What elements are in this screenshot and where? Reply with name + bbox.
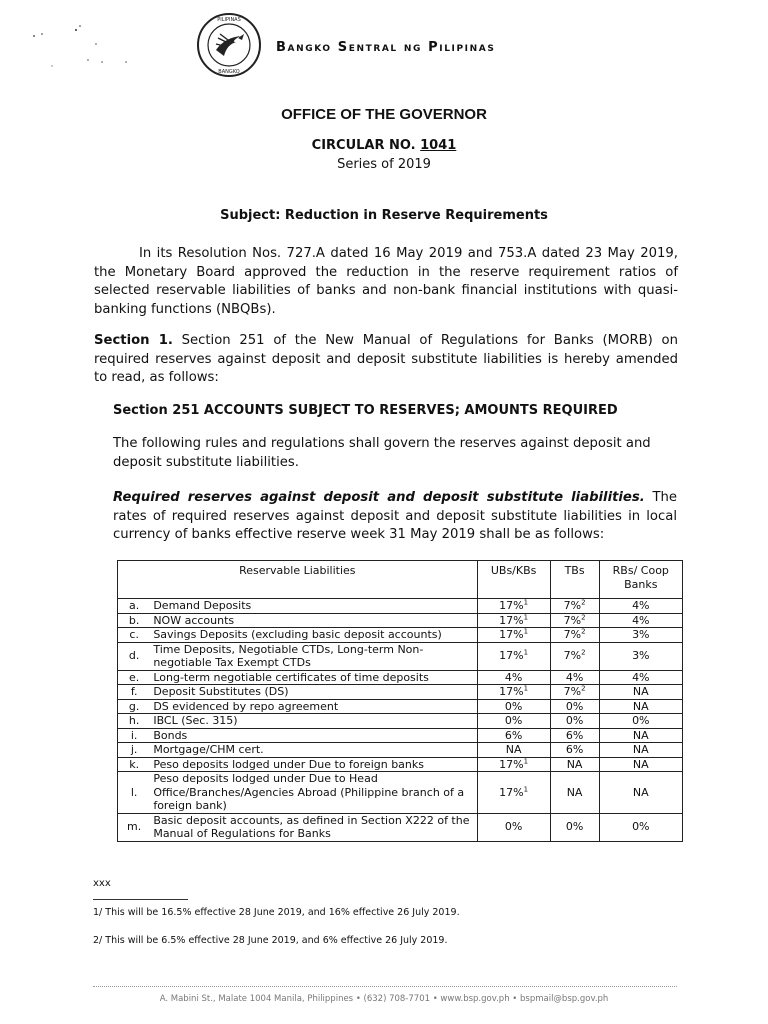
table-row bbox=[118, 813, 683, 841]
row-letter-cell bbox=[118, 813, 151, 841]
header-ub: UBs/KBs bbox=[477, 561, 550, 599]
row-rb-value-cell bbox=[599, 699, 682, 714]
row-ub-value-cell bbox=[477, 772, 550, 814]
row-tb-value-cell bbox=[550, 772, 599, 814]
row-tb-value-cell bbox=[550, 613, 599, 628]
row-letter-cell bbox=[118, 757, 151, 772]
row-tb-value: 6% bbox=[565, 728, 584, 742]
row-rb-value: 3% bbox=[632, 628, 650, 641]
row-tb-value: 6% bbox=[565, 743, 584, 756]
footnote-1: 1/ This will be 16.5% effective 28 June 2019, and 16% effective 26 July 2019. bbox=[93, 907, 460, 918]
row-ub-value: 17% bbox=[499, 757, 524, 771]
required-reserves-lead: Required reserves against deposit and deposit substitute liabilities. bbox=[113, 490, 645, 505]
row-rb-value-cell bbox=[599, 772, 682, 814]
table-row bbox=[118, 642, 683, 670]
row-rb-value-cell bbox=[599, 685, 682, 700]
row-letter-cell bbox=[118, 670, 151, 685]
table-row bbox=[118, 757, 683, 772]
row-letter: k. bbox=[129, 757, 140, 771]
row-rb-value: NA bbox=[632, 743, 649, 756]
row-description: IBCL (Sec. 315) bbox=[153, 714, 238, 727]
row-rb-value: 3% bbox=[632, 649, 650, 663]
row-letter: a. bbox=[129, 599, 140, 612]
row-tb-value-cell bbox=[550, 599, 599, 614]
row-rb-value: NA bbox=[632, 685, 649, 698]
row-description: Basic deposit accounts, as defined in Section X222 of the Manual of Regulations for Banks bbox=[153, 813, 470, 840]
row-description-cell bbox=[150, 628, 477, 643]
table-body bbox=[118, 599, 683, 842]
circular-label: CIRCULAR NO. bbox=[311, 138, 416, 153]
bsp-seal-logo bbox=[196, 12, 262, 78]
rules-paragraph: The following rules and regulations shall govern the reserves against deposit and deposit substitute liabilities. bbox=[113, 436, 651, 470]
row-ub-value-cell bbox=[477, 714, 550, 729]
section1-paragraph bbox=[94, 332, 678, 388]
row-ub-value: 17% bbox=[499, 649, 524, 663]
row-letter-cell bbox=[118, 728, 151, 743]
footnote-rule bbox=[93, 899, 188, 900]
row-ub-value: 17% bbox=[499, 613, 524, 627]
row-ub-value: 17% bbox=[499, 685, 524, 698]
row-description: Bonds bbox=[153, 728, 188, 742]
row-tb-value-cell bbox=[550, 628, 599, 643]
row-tb-value: 7% bbox=[563, 599, 582, 612]
row-ub-value: 4% bbox=[504, 670, 523, 684]
row-description: Mortgage/CHM cert. bbox=[153, 743, 264, 756]
intro-paragraph: In its Resolution Nos. 727.A dated 16 May 2019 and 753.A dated 23 May 2019, the Monetary Board approved the reduction in the reserve requirement ratios of selected reservable liabilities of banks and non-bank financial institutions with quasi-banking functions (NBQBs). bbox=[94, 246, 678, 317]
row-ub-value: 17% bbox=[499, 785, 524, 799]
row-rb-value: 0% bbox=[632, 820, 650, 834]
row-tb-value: 0% bbox=[565, 714, 584, 727]
row-tb-value-cell bbox=[550, 728, 599, 743]
row-letter: l. bbox=[130, 785, 138, 799]
row-tb-value-footnote-ref: 2 bbox=[581, 627, 586, 636]
row-description-cell bbox=[150, 772, 477, 814]
row-description: Demand Deposits bbox=[153, 599, 252, 612]
row-letter: h. bbox=[128, 714, 140, 727]
row-tb-value: 0% bbox=[565, 699, 584, 713]
row-description-cell bbox=[150, 757, 477, 772]
row-description: Peso deposits lodged under Due to foreign banks bbox=[153, 757, 424, 771]
row-rb-value-cell bbox=[599, 757, 682, 772]
row-description: Long-term negotiable certificates of time deposits bbox=[153, 670, 429, 684]
row-tb-value-cell bbox=[550, 813, 599, 841]
footnote-2: 2/ This will be 6.5% effective 28 June 2019, and 6% effective 26 July 2019. bbox=[93, 935, 448, 946]
row-tb-value-cell bbox=[550, 642, 599, 670]
row-description-cell bbox=[150, 670, 477, 685]
row-ub-value-cell bbox=[477, 813, 550, 841]
row-ub-value: 0% bbox=[504, 699, 523, 713]
row-ub-value-cell bbox=[477, 599, 550, 614]
circular-series: Series of 2019 bbox=[337, 157, 431, 172]
svg-text:PILIPINAS: PILIPINAS bbox=[217, 17, 241, 23]
row-rb-value: 4% bbox=[632, 613, 650, 627]
row-rb-value: NA bbox=[632, 785, 649, 799]
row-rb-value: NA bbox=[632, 757, 649, 771]
row-description-cell bbox=[150, 743, 477, 758]
row-description-cell bbox=[150, 813, 477, 841]
row-rb-value: 4% bbox=[632, 670, 650, 684]
row-rb-value-cell bbox=[599, 642, 682, 670]
row-tb-value-footnote-ref: 2 bbox=[581, 684, 586, 693]
row-ub-value-footnote-ref: 1 bbox=[523, 784, 529, 793]
row-ub-value-footnote-ref: 1 bbox=[523, 684, 529, 693]
header-liabilities: Reservable Liabilities bbox=[118, 561, 478, 599]
row-tb-value: 7% bbox=[563, 685, 582, 698]
row-rb-value-cell bbox=[599, 670, 682, 685]
row-letter: j. bbox=[130, 743, 138, 756]
table-row bbox=[118, 714, 683, 729]
row-tb-value: 7% bbox=[563, 649, 582, 663]
row-ub-value-cell bbox=[477, 642, 550, 670]
row-letter: f. bbox=[130, 685, 138, 698]
row-ub-value-cell bbox=[477, 743, 550, 758]
row-ub-value: 0% bbox=[504, 820, 523, 834]
row-ub-value-cell bbox=[477, 685, 550, 700]
row-description-cell bbox=[150, 642, 477, 670]
row-tb-value-cell bbox=[550, 714, 599, 729]
row-letter-cell bbox=[118, 599, 151, 614]
row-tb-value: 7% bbox=[563, 628, 582, 641]
row-description-cell bbox=[150, 714, 477, 729]
header-tb: TBs bbox=[550, 561, 599, 599]
row-description-cell bbox=[150, 613, 477, 628]
table-row bbox=[118, 728, 683, 743]
row-letter-cell bbox=[118, 685, 151, 700]
row-tb-value-footnote-ref: 2 bbox=[581, 648, 586, 657]
row-letter-cell bbox=[118, 628, 151, 643]
row-tb-value-footnote-ref: 2 bbox=[581, 612, 586, 621]
bank-name: Bangko Sentral ng Pilipinas bbox=[276, 40, 496, 55]
row-rb-value: NA bbox=[632, 699, 649, 713]
row-ub-value: 0% bbox=[504, 714, 523, 727]
row-description: NOW accounts bbox=[153, 613, 235, 627]
reserve-requirements-table bbox=[117, 560, 683, 842]
office-title: OFFICE OF THE GOVERNOR bbox=[281, 106, 487, 123]
row-rb-value-cell bbox=[599, 628, 682, 643]
row-tb-value-cell bbox=[550, 670, 599, 685]
row-tb-value-cell bbox=[550, 699, 599, 714]
row-tb-value-footnote-ref: 2 bbox=[581, 598, 586, 607]
required-reserves-paragraph bbox=[113, 489, 677, 545]
row-ub-value-footnote-ref: 1 bbox=[523, 627, 529, 636]
row-rb-value: 0% bbox=[632, 714, 650, 727]
row-ub-value: 6% bbox=[504, 728, 523, 742]
row-description: Time Deposits, Negotiable CTDs, Long-term Non-negotiable Tax Exempt CTDs bbox=[153, 642, 424, 669]
row-description-cell bbox=[150, 699, 477, 714]
row-rb-value-cell bbox=[599, 728, 682, 743]
footer-rule bbox=[93, 986, 677, 987]
table-header-row bbox=[118, 561, 683, 599]
row-tb-value-cell bbox=[550, 757, 599, 772]
row-description: Deposit Substitutes (DS) bbox=[153, 685, 289, 698]
table-row bbox=[118, 743, 683, 758]
subject-line: Subject: Reduction in Reserve Requirements bbox=[220, 208, 548, 223]
row-ub-value-cell bbox=[477, 699, 550, 714]
row-letter-cell bbox=[118, 642, 151, 670]
row-description-cell bbox=[150, 599, 477, 614]
row-rb-value: 4% bbox=[632, 599, 650, 612]
row-tb-value: 0% bbox=[565, 820, 584, 834]
footer-address: A. Mabini St., Malate 1004 Manila, Philippines • (632) 708-7701 • www.bsp.gov.ph • bspmail@bsp.gov.ph bbox=[159, 994, 609, 1004]
svg-text:BANGKO: BANGKO bbox=[218, 69, 240, 75]
row-rb-value: NA bbox=[632, 728, 649, 742]
row-letter-cell bbox=[118, 772, 151, 814]
section1-label: Section 1. bbox=[94, 333, 173, 348]
row-ub-value-footnote-ref: 1 bbox=[523, 598, 529, 607]
section251-heading: Section 251 ACCOUNTS SUBJECT TO RESERVES; AMOUNTS REQUIRED bbox=[113, 403, 618, 418]
row-description: Savings Deposits (excluding basic deposit accounts) bbox=[153, 628, 442, 641]
table-row bbox=[118, 628, 683, 643]
row-letter: d. bbox=[128, 649, 140, 663]
row-tb-value-cell bbox=[550, 685, 599, 700]
section1-text: Section 251 of the New Manual of Regulations for Banks (MORB) on required reserves against deposit and deposit substitute liabilities is hereby amended to read, as follows: bbox=[94, 333, 678, 385]
header-rb: RBs/ Coop Banks bbox=[599, 561, 682, 599]
row-tb-value: NA bbox=[566, 785, 583, 799]
row-letter-cell bbox=[118, 743, 151, 758]
row-letter: g. bbox=[128, 699, 140, 713]
scan-specks bbox=[30, 22, 150, 82]
row-letter: c. bbox=[129, 628, 139, 641]
row-ub-value-footnote-ref: 1 bbox=[523, 612, 529, 621]
row-ub-value-footnote-ref: 1 bbox=[523, 648, 529, 657]
row-letter-cell bbox=[118, 613, 151, 628]
row-ub-value: NA bbox=[505, 743, 522, 756]
row-description: DS evidenced by repo agreement bbox=[153, 699, 339, 713]
row-tb-value: 4% bbox=[565, 670, 584, 684]
row-description: Peso deposits lodged under Due to Head Office/Branches/Agencies Abroad (Philippine branch of a foreign bank) bbox=[153, 772, 465, 812]
row-ub-value-cell bbox=[477, 670, 550, 685]
row-letter-cell bbox=[118, 699, 151, 714]
row-tb-value: 7% bbox=[563, 613, 582, 627]
row-rb-value-cell bbox=[599, 613, 682, 628]
row-ub-value-cell bbox=[477, 757, 550, 772]
row-rb-value-cell bbox=[599, 714, 682, 729]
row-ub-value-cell bbox=[477, 728, 550, 743]
row-letter: m. bbox=[127, 820, 142, 834]
table-row bbox=[118, 772, 683, 814]
row-ub-value-cell bbox=[477, 613, 550, 628]
table-row bbox=[118, 613, 683, 628]
row-description-cell bbox=[150, 685, 477, 700]
row-letter: i. bbox=[130, 728, 138, 742]
row-letter: b. bbox=[128, 613, 140, 627]
circular-no: 1041 bbox=[420, 138, 457, 153]
omission-marker: xxx bbox=[93, 878, 111, 889]
row-ub-value-footnote-ref: 1 bbox=[523, 756, 529, 765]
row-letter-cell bbox=[118, 714, 151, 729]
row-rb-value-cell bbox=[599, 599, 682, 614]
row-tb-value-cell bbox=[550, 743, 599, 758]
table-row bbox=[118, 599, 683, 614]
table-row bbox=[118, 685, 683, 700]
table-row bbox=[118, 699, 683, 714]
row-ub-value: 17% bbox=[499, 599, 524, 612]
table-row bbox=[118, 670, 683, 685]
circular-number bbox=[0, 138, 768, 153]
row-tb-value: NA bbox=[566, 757, 583, 771]
row-letter: e. bbox=[129, 670, 140, 684]
required-reserves-text: The rates of required reserves against deposit and deposit substitute liabilities in local currency of banks effective reserve week 31 May 2019 shall be as follows: bbox=[113, 490, 677, 542]
row-rb-value-cell bbox=[599, 813, 682, 841]
row-rb-value-cell bbox=[599, 743, 682, 758]
row-ub-value-cell bbox=[477, 628, 550, 643]
row-description-cell bbox=[150, 728, 477, 743]
row-ub-value: 17% bbox=[499, 628, 524, 641]
